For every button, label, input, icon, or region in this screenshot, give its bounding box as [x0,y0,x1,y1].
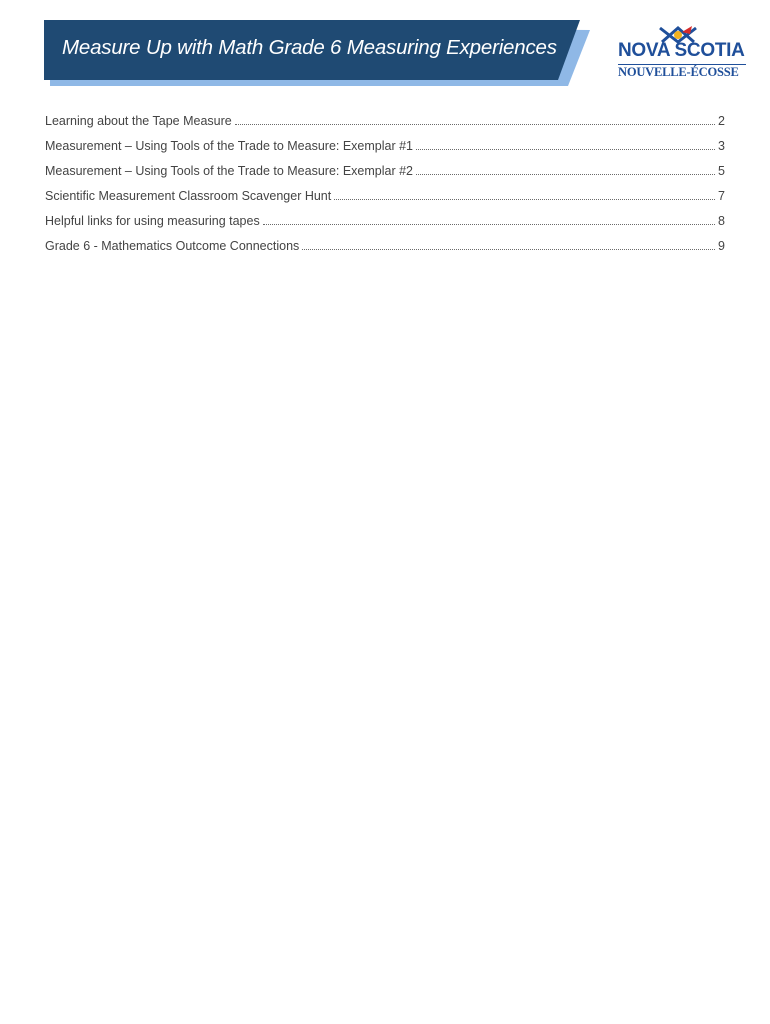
toc-entry[interactable] [45,239,725,264]
nova-scotia-logo [612,24,752,82]
toc-entry[interactable] [45,214,725,239]
toc-entry[interactable] [45,164,725,189]
toc-entry-page[interactable]: 3 [718,139,725,153]
toc-entry-title[interactable]: Scientific Measurement Classroom Scavenger Hunt [45,189,332,203]
toc-leader [302,248,715,250]
toc-entry-page[interactable]: 8 [718,214,725,228]
toc-entry-title[interactable]: Measurement – Using Tools of the Trade to Measure: Exemplar #2 [45,164,414,178]
toc-entry-page[interactable]: 2 [718,114,725,128]
page-title: Measure Up with Math Grade 6 Measuring Experiences [62,36,557,59]
toc-entry[interactable] [45,114,725,139]
toc-entry-page[interactable]: 7 [718,189,725,203]
toc-entry-page[interactable]: 9 [718,239,725,253]
toc-entry-title[interactable]: Grade 6 - Mathematics Outcome Connections [45,239,300,253]
toc-entry-page[interactable]: 5 [718,164,725,178]
logo-text-french: NOUVELLE-ÉCOSSE [618,65,739,79]
toc-entry-title[interactable]: Helpful links for using measuring tapes [45,214,260,228]
toc-entry[interactable] [45,189,725,214]
toc-leader [263,223,715,225]
toc-leader [235,123,715,125]
toc-entry[interactable] [45,139,725,164]
toc-entry-title[interactable]: Learning about the Tape Measure [45,114,232,128]
toc-entry-title[interactable]: Measurement – Using Tools of the Trade to Measure: Exemplar #1 [45,139,414,153]
header-banner [44,20,594,88]
table-of-contents [45,114,725,264]
toc-leader [416,173,715,175]
toc-leader [334,198,715,200]
logo-text-english: NOVA SCOTIA [618,40,745,61]
toc-leader [416,148,715,150]
